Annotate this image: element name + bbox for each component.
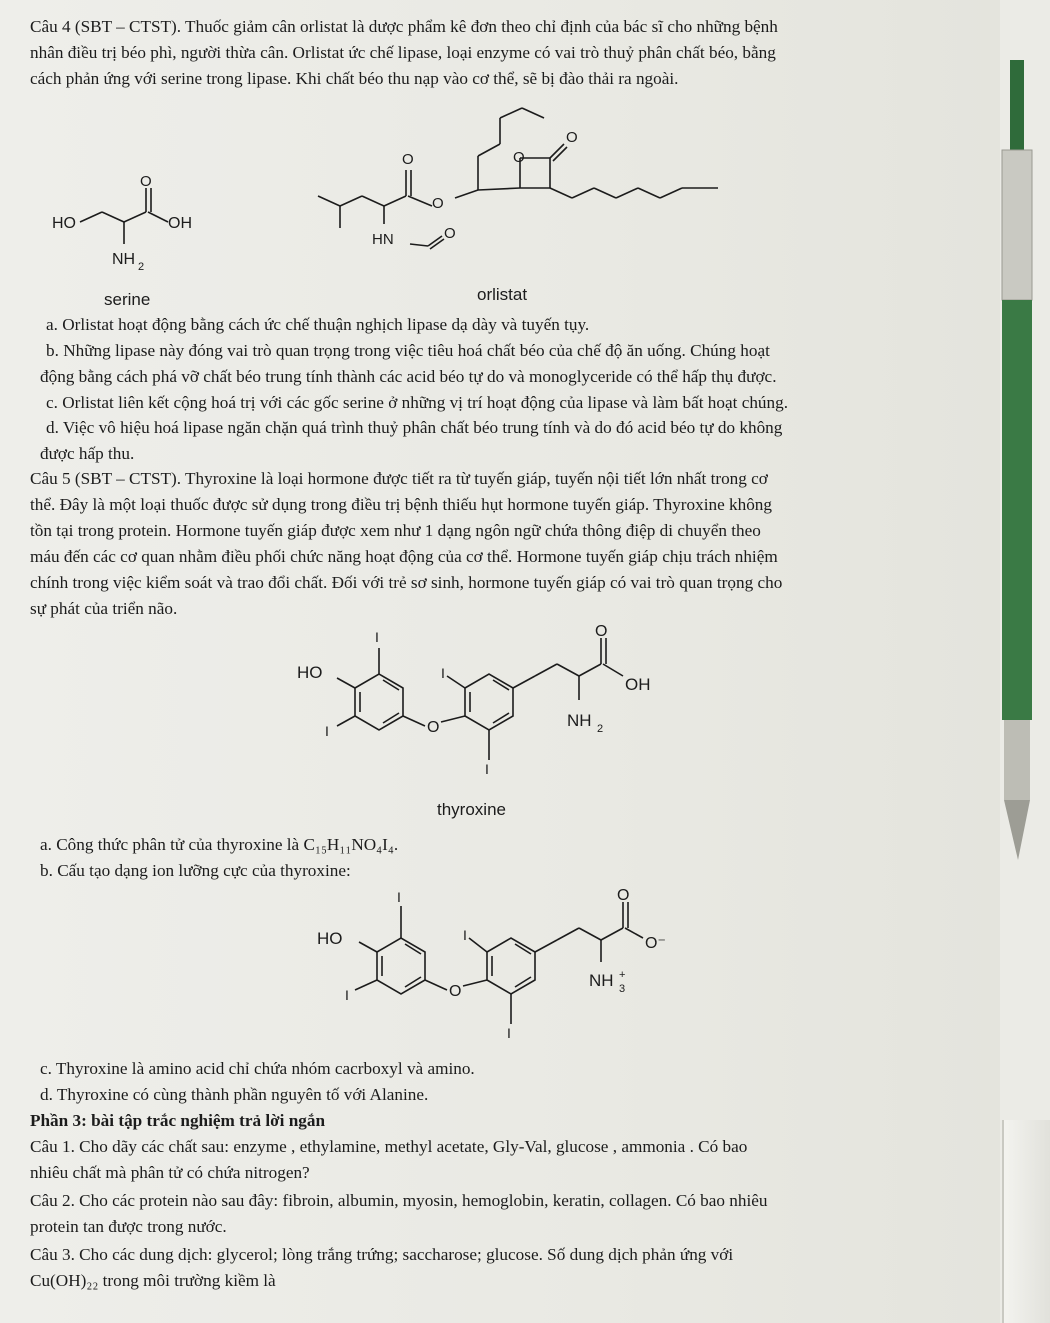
q5-intro-line-4: máu đến các cơ quan nhằm điều phối chức năng hoạt động của cơ thể. Hormone tuyến giáp chịu trách nhiệm [30,547,778,566]
orlistat-ring-o-label: O [513,149,525,166]
zwitterion-iodine-4: I [507,1025,511,1041]
ruler [1002,1120,1050,1323]
zwitterion-nh3-label: NH [589,971,614,990]
serine-oh-label: OH [168,215,192,232]
thyroxine-structure [295,620,695,785]
orlistat-carbonyl-o-label: O [566,129,578,146]
thyroxine-nh2-subscript: 2 [597,723,604,735]
thyroxine-zwitterion-structure [315,882,715,1047]
serine-caption: serine [104,290,151,309]
zwitterion-nh3-subscript: 3 [619,983,626,995]
thyroxine-iodine-1: I [375,629,379,645]
thyroxine-caption: thyroxine [437,800,506,819]
q5-option-a: a. Công thức phân tử của thyroxine là C₁₅H₁₁NO₄I₄. [40,835,399,854]
q4-intro-line-1: Câu 4 (SBT – CTST). Thuốc giảm cân orlistat là dược phẩm kê đơn theo chỉ định của bác sĩ cho những bệnh [30,17,778,36]
zwitterion-o-minus: O⁻ [645,935,666,952]
thyroxine-ether-o: O [427,719,440,736]
orlistat-ester-oxygen-label: O [432,195,444,212]
q5-intro-line-1: Câu 5 (SBT – CTST). Thyroxine là loại hormone được tiết ra từ tuyến giáp, tuyến nội tiết lớn nhất trong cơ [30,469,768,488]
orlistat-caption: orlistat [477,285,528,304]
part3-q3-line-2: Cu(OH)₂₂ trong môi trường kiềm là [30,1271,276,1290]
q4-option-a: a. Orlistat hoạt động bằng cách ức chế thuận nghịch lipase dạ dày và tuyến tụy. [46,315,590,334]
part3-heading: Phần 3: bài tập trắc nghiệm trả lời ngắn [30,1111,326,1130]
orlistat-formyl-o-label: O [444,225,456,242]
thyroxine-oh-label: OH [625,675,651,694]
q4-option-c: c. Orlistat liên kết cộng hoá trị với các gốc serine ở những vị trí hoạt động của lipase và làm bất hoạt chúng. [46,393,788,412]
q4-option-d-line-2: được hấp thu. [40,444,135,463]
q4-option-d-line-1: d. Việc vô hiệu hoá lipase ngăn chặn quá trình thuỷ phân chất béo trung tính và do đó acid béo tự do không [46,418,783,437]
q4-option-b-line-2: động bằng cách phá vỡ chất béo trung tính thành các acid béo tự do và monoglyceride có thể hấp thụ được. [40,367,777,386]
part3-q2-line-1: Câu 2. Cho các protein nào sau đây: fibroin, albumin, myosin, hemoglobin, keratin, collagen. Có bao nhiêu [30,1191,768,1210]
zwitterion-ether-o: O [449,983,462,1000]
part3-q1-line-2: nhiêu chất mà phân tử có chứa nitrogen? [30,1163,310,1182]
serine-nh2-subscript: 2 [138,261,145,273]
thyroxine-iodine-3: I [441,665,445,681]
orlistat-structure [310,96,740,271]
zwitterion-nh3-charge: + [619,969,626,981]
orlistat-hn-label: HN [372,231,394,248]
orlistat-ester-o-label: O [402,151,414,168]
zwitterion-ho-label: HO [317,929,343,948]
thyroxine-iodine-4: I [485,761,489,777]
thyroxine-iodine-2: I [325,723,329,739]
thyroxine-ho-label: HO [297,663,323,682]
zwitterion-iodine-2: I [345,987,349,1003]
mechanical-pencil [996,60,1036,860]
q4-intro-line-3: cách phản ứng với serine trong lipase. Khi chất béo thu nạp vào cơ thể, sẽ bị đào thải ra ngoài. [30,69,679,88]
zwitterion-iodine-3: I [463,927,467,943]
part3-q1-line-1: Câu 1. Cho dãy các chất sau: enzyme , ethylamine, methyl acetate, Gly-Val, glucose , ammonia . Có bao [30,1137,748,1156]
thyroxine-nh2-label: NH [567,711,592,730]
zwitterion-carbonyl-o: O [617,887,630,904]
q5-intro-line-2: thể. Đây là một loại thuốc được sử dụng trong điều trị bệnh thiếu hụt hormone tuyến giáp. Thyroxine không [30,495,772,514]
zwitterion-iodine-1: I [397,889,401,905]
serine-ho-label: HO [52,215,76,232]
q5-intro-line-5: chính trong việc kiểm soát và trao đổi chất. Đối với trẻ sơ sinh, hormone tuyến giáp có vai trò quan trọng cho [30,573,783,592]
q5-intro-line-3: tồn tại trong protein. Hormone tuyến giáp được xem như 1 dạng ngôn ngữ chứa thông điệp di chuyển theo [30,521,761,540]
thyroxine-carbonyl-o: O [595,623,608,640]
q5-option-b: b. Cấu tạo dạng ion lưỡng cực của thyroxine: [40,861,351,880]
q5-option-d: d. Thyroxine có cùng thành phần nguyên tố với Alanine. [40,1085,429,1104]
q4-intro-line-2: nhân điều trị béo phì, người thừa cân. Orlistat ức chế lipase, loại enzyme có vai trò thuỷ phân chất béo, bằng [30,43,776,62]
part3-q3-line-1: Câu 3. Cho các dung dịch: glycerol; lòng trắng trứng; saccharose; glucose. Số dung dịch phản ứng với [30,1245,734,1264]
q5-intro-line-6: sự phát của triển não. [30,599,178,618]
q5-option-c: c. Thyroxine là amino acid chỉ chứa nhóm cacrboxyl và amino. [40,1059,475,1078]
serine-structure [40,160,210,285]
serine-o-label: O [140,173,152,190]
serine-nh2-label: NH [112,251,136,268]
part3-q2-line-2: protein tan được trong nước. [30,1217,227,1236]
q4-option-b-line-1: b. Những lipase này đóng vai trò quan trọng trong việc tiêu hoá chất béo của chế độ ăn uống. Chúng hoạt [46,341,770,360]
